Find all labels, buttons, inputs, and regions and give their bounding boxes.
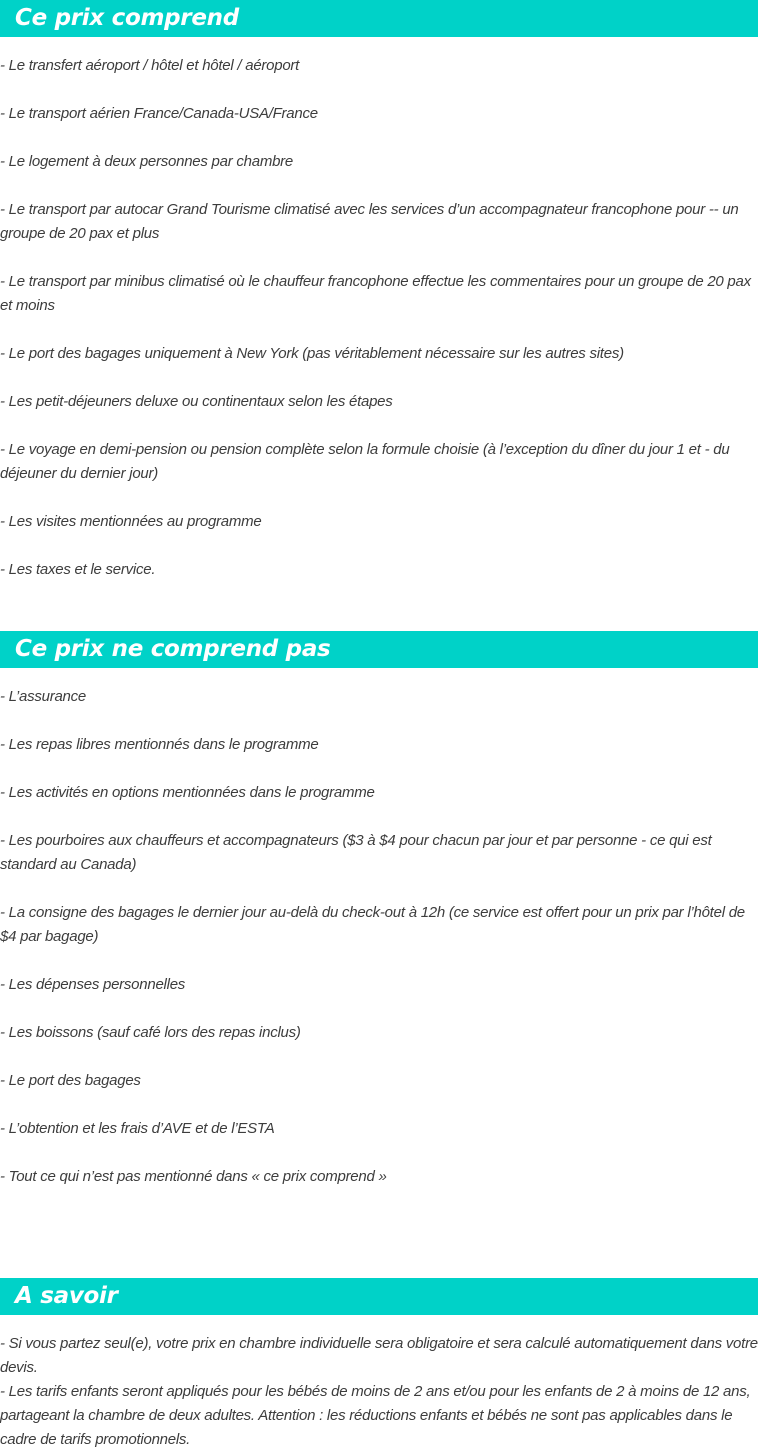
- list-item: - Le transfert aéroport / hôtel et hôtel / aéroport: [0, 57, 300, 74]
- list-item: - Le voyage en demi-pension ou pension complète selon la formule choisie (à l’exception du dîner du jour 1 et - du déjeuner du dernier jour): [0, 441, 730, 482]
- section-header-includes: Ce prix comprend: [0, 0, 758, 37]
- list-item: - La consigne des bagages le dernier jour au-delà du check-out à 12h (ce service est offert pour un prix par l’hôtel de $4 par bagage): [0, 904, 745, 945]
- list-item: - Le transport par autocar Grand Tourisme climatisé avec les services d’un accompagnateur francophone pour -- un groupe de 20 pax et plus: [0, 201, 739, 242]
- list-item: - Les pourboires aux chauffeurs et accompagnateurs ($3 à $4 pour chacun par jour et par personne - ce qui est standard au Canada): [0, 832, 712, 873]
- list-item: - Les tarifs enfants seront appliqués pour les bébés de moins de 2 ans et/ou pour les enfants de 2 à moins de 12 ans, partageant la chambre de deux adultes. Attention : les réductions enfants et bébés ne sont pas applicables dans le cadre de tarifs promotionnels.: [0, 1383, 751, 1448]
- list-item: - Le port des bagages uniquement à New York (pas véritablement nécessaire sur les autres sites): [0, 345, 624, 362]
- section-header-excludes: Ce prix ne comprend pas: [0, 631, 758, 668]
- list-item: - Les dépenses personnelles: [0, 976, 186, 993]
- list-item: - Les boissons (sauf café lors des repas inclus): [0, 1024, 301, 1041]
- list-item: - Le transport par minibus climatisé où le chauffeur francophone effectue les commentaires pour un groupe de 20 pax et moins: [0, 273, 751, 314]
- list-item: - Le logement à deux personnes par chambre: [0, 153, 294, 170]
- list-item: - Si vous partez seul(e), votre prix en chambre individuelle sera obligatoire et sera calculé automatiquement dans votre devis.: [0, 1335, 758, 1376]
- list-item: - L’obtention et les frais d’AVE et de l’ESTA: [0, 1120, 275, 1137]
- list-item: - Le transport aérien France/Canada-USA/France: [0, 105, 318, 122]
- list-item: - Les taxes et le service.: [0, 561, 156, 578]
- list-item: - Les visites mentionnées au programme: [0, 513, 262, 530]
- list-item: - Les repas libres mentionnés dans le programme: [0, 736, 319, 753]
- list-item: - Tout ce qui n’est pas mentionné dans « ce prix comprend »: [0, 1168, 387, 1185]
- list-item: - Le port des bagages: [0, 1072, 141, 1089]
- list-item: - Les petit-déjeuners deluxe ou continentaux selon les étapes: [0, 393, 393, 410]
- list-item: - L’assurance: [0, 688, 86, 705]
- list-item: - Les activités en options mentionnées dans le programme: [0, 784, 375, 801]
- section-header-good-to-know: A savoir: [0, 1278, 758, 1315]
